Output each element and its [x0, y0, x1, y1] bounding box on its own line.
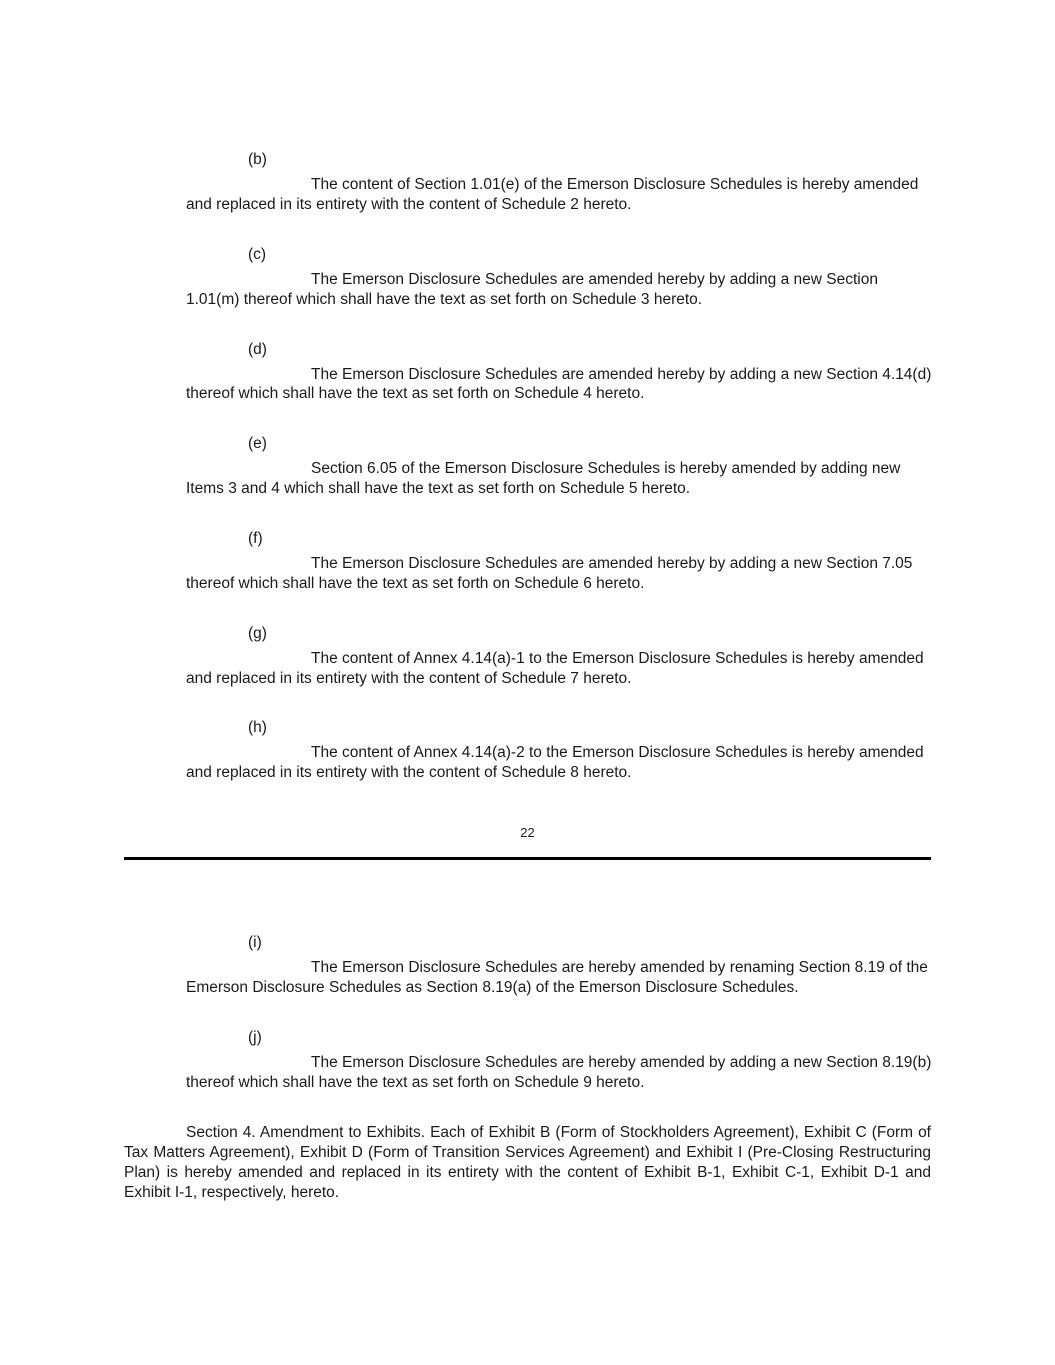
paragraph-text-line: and replaced in its entirety with the content of Schedule 2 hereto.	[186, 196, 632, 213]
page-divider	[124, 857, 931, 860]
paragraph-label: (d)	[248, 341, 267, 358]
paragraph-text-line: thereof which shall have the text as set forth on Schedule 4 hereto.	[186, 385, 645, 402]
paragraph-label: (g)	[248, 625, 267, 642]
paragraph-text-line: The content of Annex 4.14(a)-1 to the Emerson Disclosure Schedules is hereby amended	[311, 650, 924, 667]
section-4-paragraph: Section 4. Amendment to Exhibits. Each of Exhibit B (Form of Stockholders Agreement), Exhibit C (Form of Tax Matters Agreement), Exhibit D (Form of Transition Services Agreement) and Exhibit I (Pre-Closing Restructuring Plan) is hereby amended and replaced in its entirety with the content of Exhibit B-1, Exhibit C-1, Exhibit D-1 and Exhibit I-1, respectively, hereto.	[124, 1124, 931, 1201]
paragraph-label: (e)	[248, 435, 267, 452]
paragraph-text-line: The Emerson Disclosure Schedules are amended hereby by adding a new Section	[311, 271, 878, 288]
paragraph-label: (f)	[248, 530, 263, 547]
paragraph-label: (b)	[248, 151, 267, 168]
paragraph-label: (c)	[248, 246, 267, 263]
page-number: 22	[520, 825, 535, 840]
paragraph-text-line: and replaced in its entirety with the content of Schedule 7 hereto.	[186, 670, 632, 687]
paragraph-text-line: The content of Section 1.01(e) of the Emerson Disclosure Schedules is hereby amended	[311, 176, 919, 193]
paragraph-label: (h)	[248, 719, 267, 736]
paragraph-text-line: Section 6.05 of the Emerson Disclosure Schedules is hereby amended by adding new	[311, 460, 901, 477]
paragraph-label: (j)	[248, 1029, 262, 1046]
paragraph-text-line: The Emerson Disclosure Schedules are amended hereby by adding a new Section 4.14(d)	[311, 366, 932, 383]
paragraph-text-line: The Emerson Disclosure Schedules are amended hereby by adding a new Section 7.05	[311, 555, 913, 572]
paragraph-text-line: The Emerson Disclosure Schedules are hereby amended by renaming Section 8.19 of the	[311, 959, 928, 976]
paragraph-label: (i)	[248, 934, 262, 951]
paragraph-text-line: Items 3 and 4 which shall have the text as set forth on Schedule 5 hereto.	[186, 480, 691, 497]
paragraph-text-line: thereof which shall have the text as set forth on Schedule 9 hereto.	[186, 1074, 645, 1091]
paragraph-text-line: Emerson Disclosure Schedules as Section 8.19(a) of the Emerson Disclosure Schedules.	[186, 979, 799, 996]
paragraph-text-line: The Emerson Disclosure Schedules are hereby amended by adding a new Section 8.19(b)	[311, 1054, 932, 1071]
paragraph-text-line: and replaced in its entirety with the content of Schedule 8 hereto.	[186, 764, 632, 781]
paragraph-text-line: 1.01(m) thereof which shall have the text as set forth on Schedule 3 hereto.	[186, 291, 703, 308]
paragraph-text-line: The content of Annex 4.14(a)-2 to the Emerson Disclosure Schedules is hereby amended	[311, 744, 924, 761]
paragraph-text-line: thereof which shall have the text as set forth on Schedule 6 hereto.	[186, 575, 645, 592]
